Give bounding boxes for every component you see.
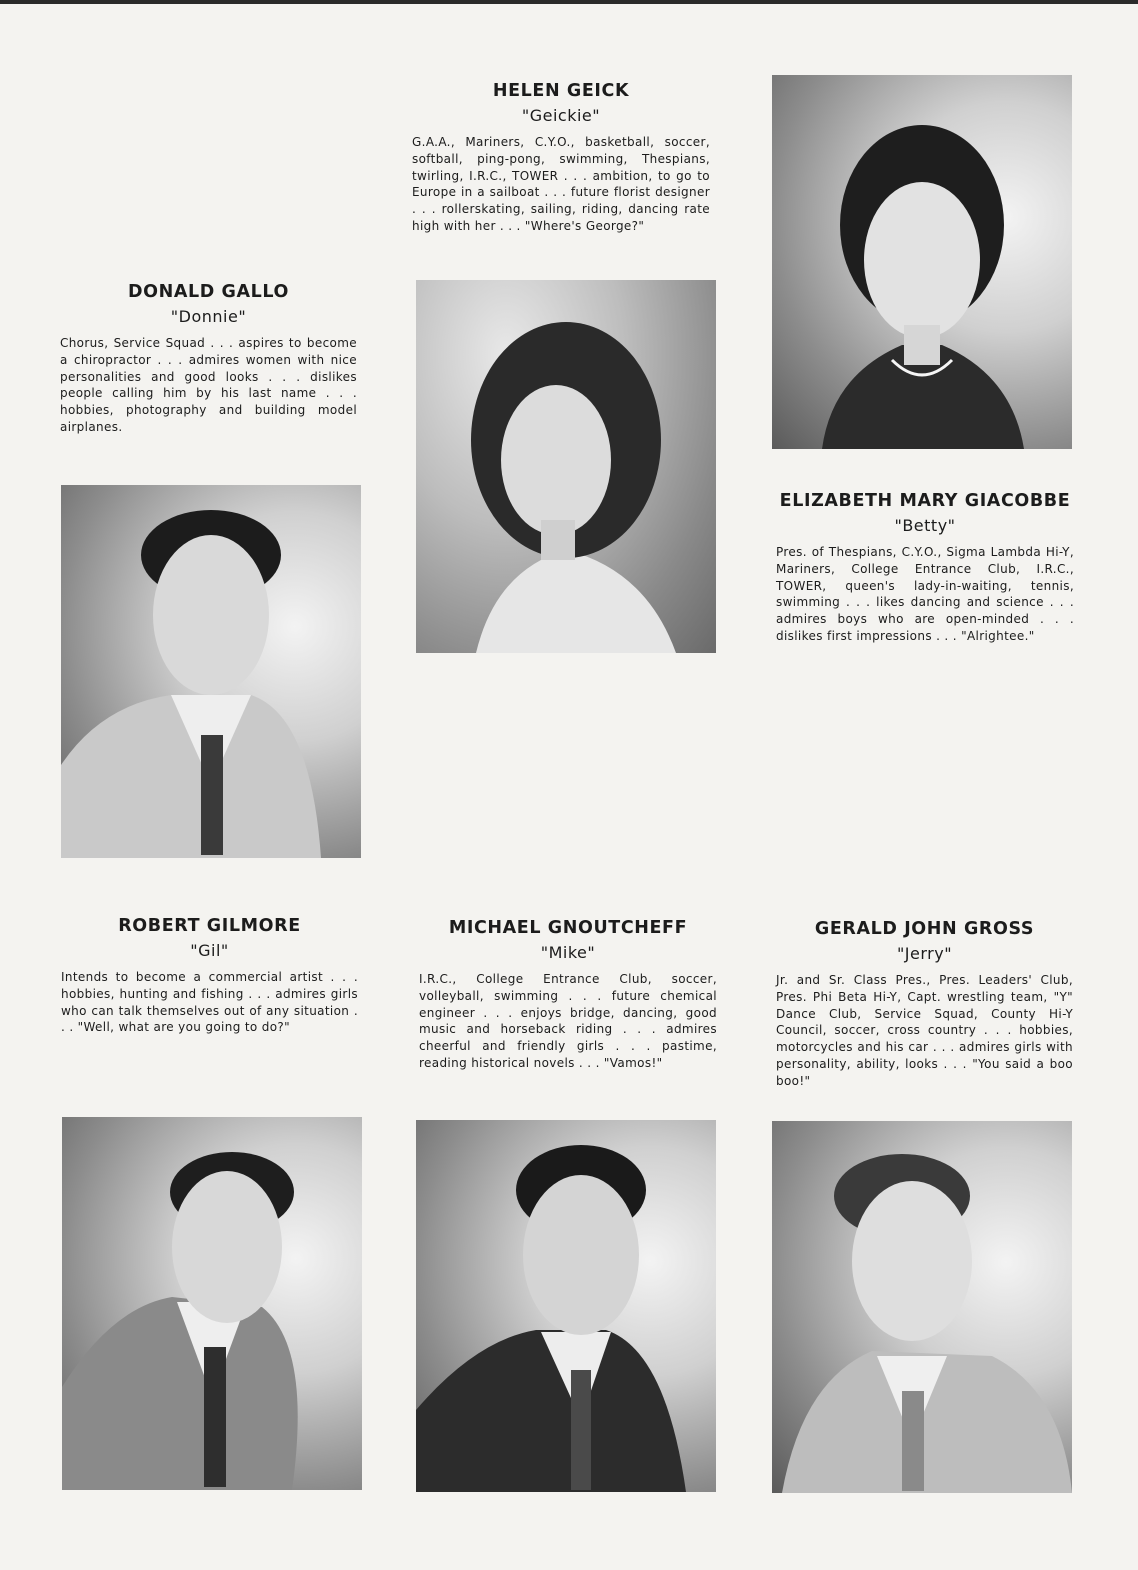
portrait-silhouette — [416, 1120, 716, 1492]
student-entry-helen-geick — [412, 80, 710, 235]
student-name: GERALD JOHN GROSS — [814, 919, 1035, 939]
student-nickname: "Geickie" — [521, 106, 601, 125]
student-bio: Chorus, Service Squad . . . aspires to become a chiropractor . . . admires women with nice personalities and good looks . . . dislikes people calling him by his last name . . . hobbies, photography and building model airplanes. — [60, 336, 357, 434]
student-bio: G.A.A., Mariners, C.Y.O., basketball, soccer, softball, ping-pong, swimming, Thespians, twirling, I.R.C., TOWER . . . ambition, to go to Europe in a sailboat . . . future florist designer . . . rollerskating, sailing, riding, dancing rate high with her . . . "Where's George?" — [412, 135, 710, 233]
student-bio: Jr. and Sr. Class Pres., Pres. Leaders' Club, Pres. Phi Beta Hi-Y, Capt. wrestling team, "Y" Dance Club, Service Squad, County Hi-Y Council, soccer, cross country . . . hobbies, motorcycles and his car . . . admires girls with personality, ability, looks . . . "You said a boo boo!" — [776, 973, 1073, 1088]
portrait-silhouette — [772, 1121, 1072, 1493]
student-nickname: "Mike" — [540, 943, 596, 962]
student-nickname: "Donnie" — [170, 307, 247, 326]
portrait-photo-robert-gilmore — [62, 1117, 362, 1490]
page-edge — [0, 0, 1138, 4]
student-entry-michael-gnoutcheff — [419, 917, 717, 1072]
student-nickname: "Jerry" — [896, 944, 953, 963]
student-entry-robert-gilmore — [61, 915, 358, 1036]
portrait-silhouette — [772, 75, 1072, 449]
student-bio: I.R.C., College Entrance Club, soccer, volleyball, swimming . . . future chemical engineer . . . enjoys bridge, dancing, good music and horseback riding . . . admires cheerful and friendly girls . . . pastime, reading historical novels . . . "Vamos!" — [419, 972, 717, 1070]
portrait-photo-gerald-gross — [772, 1121, 1072, 1493]
student-bio: Pres. of Thespians, C.Y.O., Sigma Lambda Hi-Y, Mariners, College Entrance Club, I.R.C., TOWER, queen's lady-in-waiting, tennis, swimming . . . likes dancing and science . . . admires boys who are open-minded . . . dislikes first impressions . . . "Alrightee." — [776, 545, 1074, 643]
portrait-photo-donald-gallo — [61, 485, 361, 858]
student-name: MICHAEL GNOUTCHEFF — [448, 918, 688, 938]
student-entry-gerald-gross — [776, 918, 1073, 1090]
portrait-silhouette — [61, 485, 361, 858]
student-name: DONALD GALLO — [127, 282, 290, 302]
student-nickname: "Betty" — [894, 516, 956, 535]
portrait-photo-elizabeth-giacobbe — [772, 75, 1072, 449]
student-entry-elizabeth-giacobbe — [776, 490, 1074, 645]
student-entry-donald-gallo — [60, 281, 357, 436]
student-name: HELEN GEICK — [492, 81, 630, 101]
portrait-silhouette — [416, 280, 716, 653]
portrait-photo-helen-geick — [416, 280, 716, 653]
portrait-silhouette — [62, 1117, 362, 1490]
student-bio: Intends to become a commercial artist . . . hobbies, hunting and fishing . . . admires girls who can talk themselves out of any situation . . . "Well, what are you going to do?" — [61, 970, 358, 1035]
portrait-photo-michael-gnoutcheff — [416, 1120, 716, 1492]
student-name: ROBERT GILMORE — [118, 916, 301, 936]
student-nickname: "Gil" — [190, 941, 229, 960]
student-name: ELIZABETH MARY GIACOBBE — [779, 491, 1071, 511]
